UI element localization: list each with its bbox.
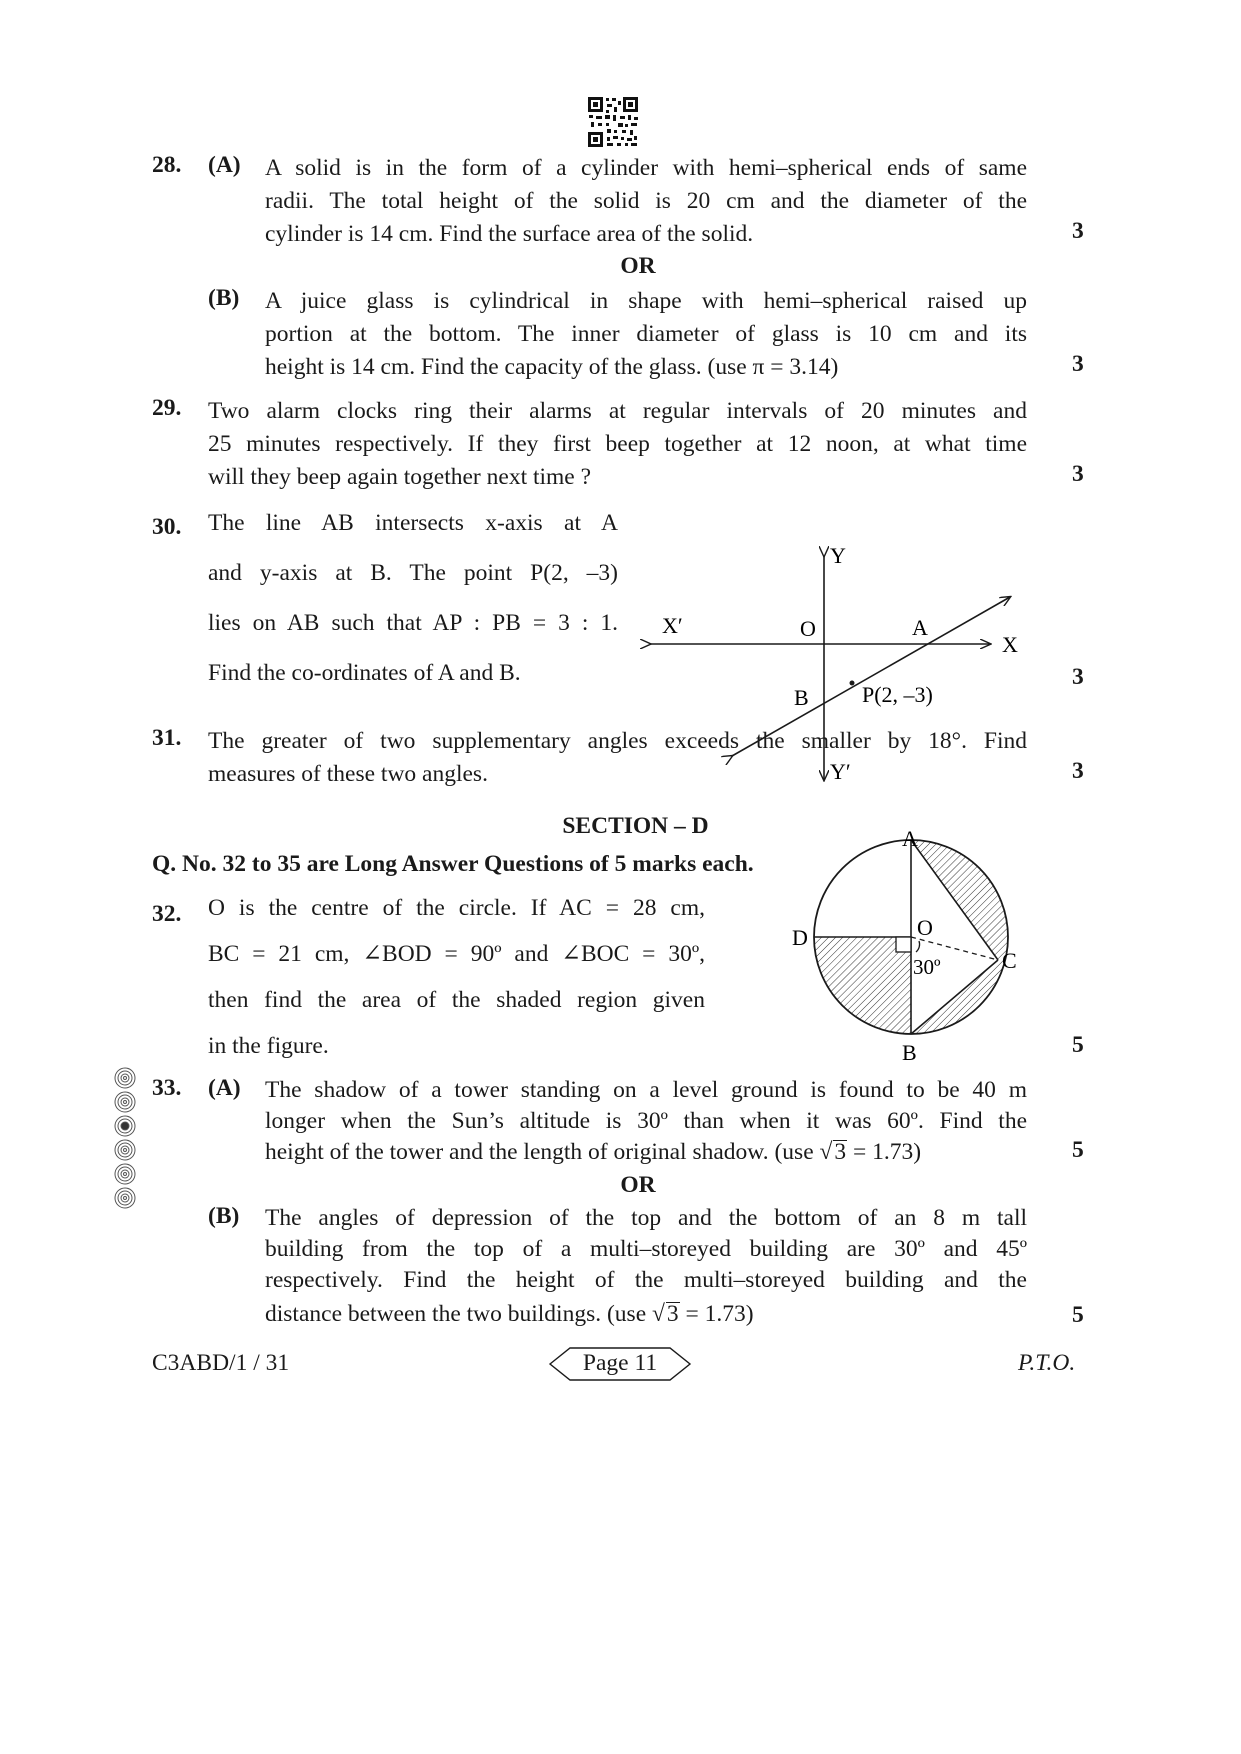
sqrt-radicand: 3 [666,1301,679,1327]
option-label: (B) [208,285,240,311]
question-number: 30. [152,514,182,540]
text-line: lies on AB such that AP : PB = 3 : 1. [208,610,618,636]
text-line: height of the tower and the length of original shadow. (use √3 = 1.73) [265,1139,922,1165]
question-number: 32. [152,901,182,927]
sqrt-radicand: 3 [834,1139,847,1165]
label-y: Y [830,545,846,568]
text-line: radii. The total height of the solid is 20 cm and the diameter of the [265,188,1027,214]
text-line: The greater of two supplementary angles exceeds the smaller by 18°. Find [208,728,1027,754]
text-line: distance between the two buildings. (use √3 = 1.73) [265,1301,754,1327]
label-b: B [794,685,809,710]
text-line: will they beep again together next time ? [208,464,592,490]
option-label: (B) [208,1203,240,1229]
text-line: The line AB intersects x-axis at A [208,510,618,536]
right-angle-mark [896,937,911,952]
text-line: BC = 21 cm, ∠BOD = 90º and ∠BOC = 30º, [208,941,705,967]
label-b: B [902,1040,917,1065]
q28a-text [265,152,1027,251]
qr-code-icon [587,96,639,148]
q33a-text [265,1075,1027,1168]
text-line: and y-axis at B. The point P(2, –3) [208,560,618,586]
page-number: Page 11 [582,1350,658,1376]
label-o: O [800,616,816,641]
label-p: P(2, –3) [862,682,933,707]
question-number: 31. [152,725,182,751]
text-line: The shadow of a tower standing on a level ground is found to be 40 m [265,1077,1027,1103]
text-line: O is the centre of the circle. If AC = 28 cm, [208,895,705,921]
point-p [850,681,855,686]
section-instruction: Q. No. 32 to 35 are Long Answer Questions of 5 marks each. [152,851,754,877]
marks: 5 [1072,1137,1084,1163]
text-line: respectively. Find the height of the multi–storeyed building and the [265,1267,1027,1293]
question-number: 33. [152,1075,182,1101]
text-line: cylinder is 14 cm. Find the surface area of the solid. [265,221,754,247]
text-line: portion at the bottom. The inner diameter of glass is 10 cm and its [265,321,1027,347]
label-d: D [792,925,808,950]
label-a: A [902,830,918,851]
q33b-text [265,1203,1027,1330]
security-spiral-icon [112,1066,138,1212]
text-line: Two alarm clocks ring their alarms at regular intervals of 20 minutes and [208,398,1027,424]
marks: 5 [1072,1032,1084,1058]
marks: 3 [1072,664,1084,690]
text-line: in the figure. [208,1033,329,1059]
page-number-badge [548,1346,692,1382]
label-x: X [1002,632,1018,657]
q31-text [208,725,1027,791]
question-number: 29. [152,395,182,421]
marks: 3 [1072,351,1084,377]
text-line: height is 14 cm. Find the capacity of the glass. (use π = 3.14) [265,354,839,380]
marks: 3 [1072,218,1084,244]
text-line: Find the co-ordinates of A and B. [208,660,521,686]
option-label: (A) [208,1075,241,1101]
marks: 3 [1072,461,1084,487]
label-o: O [917,915,933,940]
text-line: A solid is in the form of a cylinder with hemi–spherical ends of same [265,155,1027,181]
circle-figure [780,830,1050,1070]
label-a: A [912,615,928,640]
label-c: C [1002,948,1017,973]
text-line: longer when the Sun’s altitude is 30º than when it was 60º. Find the [265,1108,1027,1134]
label-y-prime: Y′ [830,759,851,784]
q30-text [208,498,618,698]
text-line: measures of these two angles. [208,761,488,787]
q32-text [208,885,705,1069]
label-angle: 30º [913,955,941,979]
q28b-text [265,285,1027,384]
or-separator: OR [620,253,656,279]
text-line: then find the area of the shaded region given [208,987,705,1013]
text-line: A juice glass is cylindrical in shape with hemi–spherical raised up [265,288,1027,314]
marks: 5 [1072,1302,1084,1328]
question-number: 28. [152,152,182,178]
marks: 3 [1072,758,1084,784]
paper-code: C3ABD/1 / 31 [152,1350,290,1376]
pto: P.T.O. [1018,1350,1076,1376]
or-separator: OR [620,1172,656,1198]
section-title: SECTION – D [562,813,709,839]
q29-text [208,395,1027,494]
text-line: building from the top of a multi–storeyed building are 30º and 45º [265,1236,1027,1262]
option-label: (A) [208,152,241,178]
label-x-prime: X′ [662,613,683,638]
text-line: The angles of depression of the top and the bottom of an 8 m tall [265,1205,1027,1231]
text-line: 25 minutes respectively. If they first beep together at 12 noon, at what time [208,431,1027,457]
